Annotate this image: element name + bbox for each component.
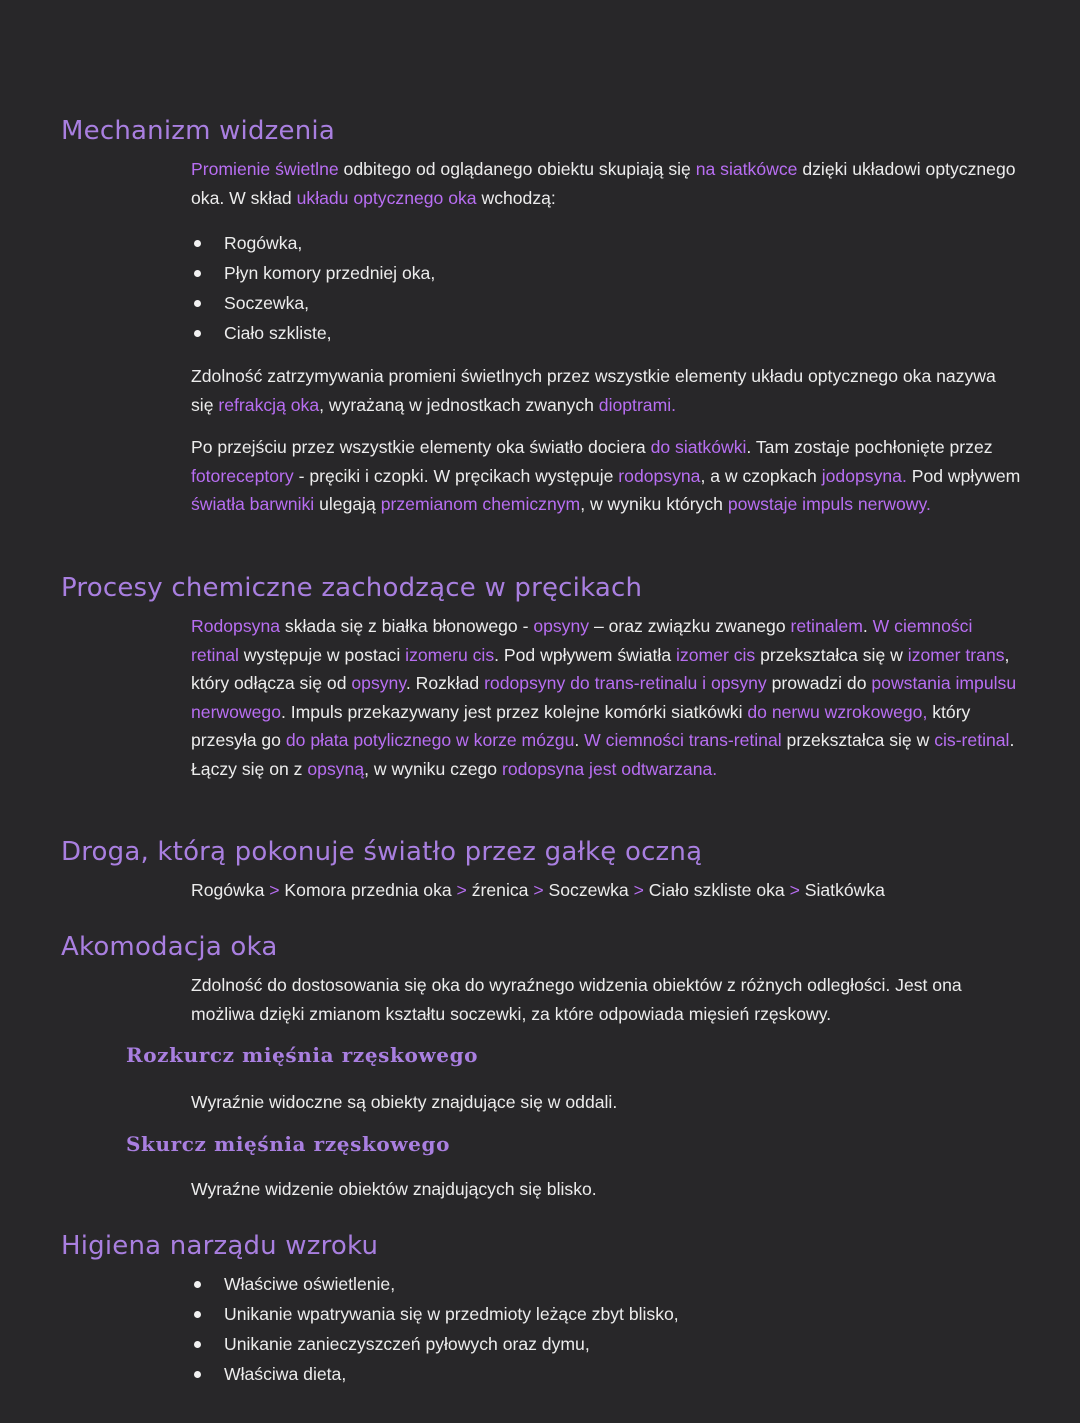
highlighted-term: Rodopsyna xyxy=(191,616,281,636)
route-step: Ciało szkliste oka xyxy=(648,880,785,900)
highlighted-term: opsyny xyxy=(351,673,406,693)
text-segment: Zdolność zatrzymywania promieni świetlnych przez wszystkie elementy układu optycznego oka nazywa się xyxy=(191,366,996,415)
text-segment: , a w czopkach xyxy=(700,465,822,486)
text-segment: , który odłącza się od xyxy=(191,644,1010,693)
text-segment: . Łączy się on z xyxy=(191,730,1015,779)
heading-droga-swiatla: Droga, którą pokonuje światło przez gałkę oczną xyxy=(61,837,703,867)
heading-procesy-chemiczne: Procesy chemiczne zachodzące w pręcikach xyxy=(61,573,643,603)
highlighted-term: rodopsyna xyxy=(618,465,701,486)
heading-higiena: Higiena narządu wzroku xyxy=(61,1231,379,1261)
text-segment: , wyrażaną w jednostkach zwanych xyxy=(319,394,599,415)
text-segment: – oraz związku zwanego xyxy=(589,616,791,636)
highlighted-term: powstania impulsu nerwowego xyxy=(191,673,1017,722)
highlighted-term: fotoreceptory xyxy=(191,465,294,486)
text-segment: Po przejściu przez wszystkie elementy oka światło dociera xyxy=(191,437,651,457)
list-item: Unikanie zanieczyszczeń pyłowych oraz dymu, xyxy=(191,1329,679,1359)
highlighted-term: do siatkówki xyxy=(650,437,747,457)
highlighted-term: układu optycznego oka xyxy=(296,187,477,208)
light-path-route xyxy=(191,876,1021,905)
text-segment: . xyxy=(862,616,873,636)
highlighted-term: W ciemności trans-retinal xyxy=(584,730,782,750)
list-higiena xyxy=(191,1269,679,1389)
highlighted-term: jodopsyna. xyxy=(821,465,907,486)
paragraph-mechanizm-intro xyxy=(191,155,1021,212)
route-separator: > xyxy=(628,880,649,900)
route-step: Siatkówka xyxy=(804,880,885,900)
list-item: Ciało szkliste, xyxy=(191,318,435,348)
heading-akomodacja: Akomodacja oka xyxy=(61,932,278,962)
highlighted-term: do płata potylicznego w korze mózgu xyxy=(285,730,575,750)
text-segment: występuje w postaci xyxy=(238,644,406,665)
highlighted-term: Promienie świetlne xyxy=(191,159,339,179)
list-item: Właściwe oświetlenie, xyxy=(191,1269,679,1299)
highlighted-term: rodopsyna jest odtwarzana. xyxy=(501,758,718,779)
list-item: Rogówka, xyxy=(191,228,435,258)
list-item: Unikanie wpatrywania się w przedmioty leżące zbyt blisko, xyxy=(191,1299,679,1329)
text-segment: dzięki układowi optycznego oka. W skład xyxy=(191,159,1016,208)
route-step: Soczewka xyxy=(548,880,629,900)
list-item: Właściwa dieta, xyxy=(191,1359,679,1389)
highlighted-term: W ciemności retinal xyxy=(191,616,973,665)
highlighted-term: na siatkówce xyxy=(695,159,798,179)
highlighted-term: izomeru cis xyxy=(405,644,495,665)
highlighted-term: rodopsyny do trans-retinalu i opsyny xyxy=(484,673,767,693)
highlighted-term: izomer trans xyxy=(907,644,1005,665)
highlighted-term: przemianom chemicznym xyxy=(380,494,581,514)
highlighted-term: światła barwniki xyxy=(191,494,315,514)
text-segment: ulegają xyxy=(314,494,381,514)
list-item: Płyn komory przedniej oka, xyxy=(191,258,435,288)
paragraph-fotoreceptory xyxy=(191,433,1021,519)
heading-mechanizm-widzenia: Mechanizm widzenia xyxy=(61,116,335,146)
text-segment: . Rozkład xyxy=(405,673,485,693)
route-separator: > xyxy=(784,880,805,900)
subheading-rozkurcz: Rozkurcz mięśnia rzęskowego xyxy=(126,1043,479,1067)
paragraph-refrakcja xyxy=(191,362,1021,419)
route-step: Rogówka xyxy=(191,880,265,900)
highlighted-term: opsyną xyxy=(307,758,365,779)
text-segment: - pręciki i czopki. W pręcikach występuje xyxy=(293,465,619,486)
list-optical-elements xyxy=(191,228,435,348)
subheading-skurcz: Skurcz mięśnia rzęskowego xyxy=(126,1132,451,1156)
text-segment: , w wyniku których xyxy=(580,494,728,514)
paragraph-rozkurcz: Wyraźnie widoczne są obiekty znajdujące się w oddali. xyxy=(191,1092,618,1112)
text-segment: wchodzą: xyxy=(476,187,556,208)
list-item: Soczewka, xyxy=(191,288,435,318)
route-step: źrenica xyxy=(471,880,529,900)
highlighted-term: cis-retinal xyxy=(934,730,1010,750)
route-separator: > xyxy=(451,880,472,900)
text-segment: , w wyniku czego xyxy=(364,758,502,779)
text-segment: przekształca się w xyxy=(755,644,908,665)
text-segment: . Impuls przekazywany jest przez kolejne komórki siatkówki xyxy=(280,701,748,722)
text-segment: składa się z białka błonowego - xyxy=(280,616,534,636)
text-segment: prowadzi do xyxy=(766,673,872,693)
text-segment: przekształca się w xyxy=(781,730,935,750)
route-separator: > xyxy=(528,880,549,900)
highlighted-term: powstaje impuls nerwowy. xyxy=(727,494,931,514)
text-segment: odbitego od oglądanego obiektu skupiają się xyxy=(338,159,696,179)
highlighted-term: refrakcją oka xyxy=(218,394,320,415)
paragraph-skurcz: Wyraźne widzenie obiektów znajdujących się blisko. xyxy=(191,1179,597,1199)
paragraph-akomodacja: Zdolność do dostosowania się oka do wyraźnego widzenia obiektów z różnych odległości. Jest ona możliwa dzięki zmianom kształtu soczewki, za które odpowiada mięsień rzęskowy. xyxy=(191,975,962,1024)
highlighted-term: retinalem xyxy=(790,616,863,636)
route-step: Komora przednia oka xyxy=(284,880,452,900)
text-segment: . xyxy=(574,730,585,750)
text-segment: który przesyła go xyxy=(191,701,971,750)
text-segment: . Pod wpływem światła xyxy=(494,644,677,665)
route-separator: > xyxy=(264,880,285,900)
text-segment: . Tam zostaje pochłonięte przez xyxy=(746,437,993,457)
text-segment: Pod wpływem xyxy=(906,465,1021,486)
highlighted-term: opsyny xyxy=(533,616,590,636)
highlighted-term: dioptrami. xyxy=(598,394,677,415)
highlighted-term: izomer cis xyxy=(676,644,756,665)
paragraph-rodopsyna xyxy=(191,612,1021,783)
highlighted-term: do nerwu wzrokowego, xyxy=(747,701,928,722)
